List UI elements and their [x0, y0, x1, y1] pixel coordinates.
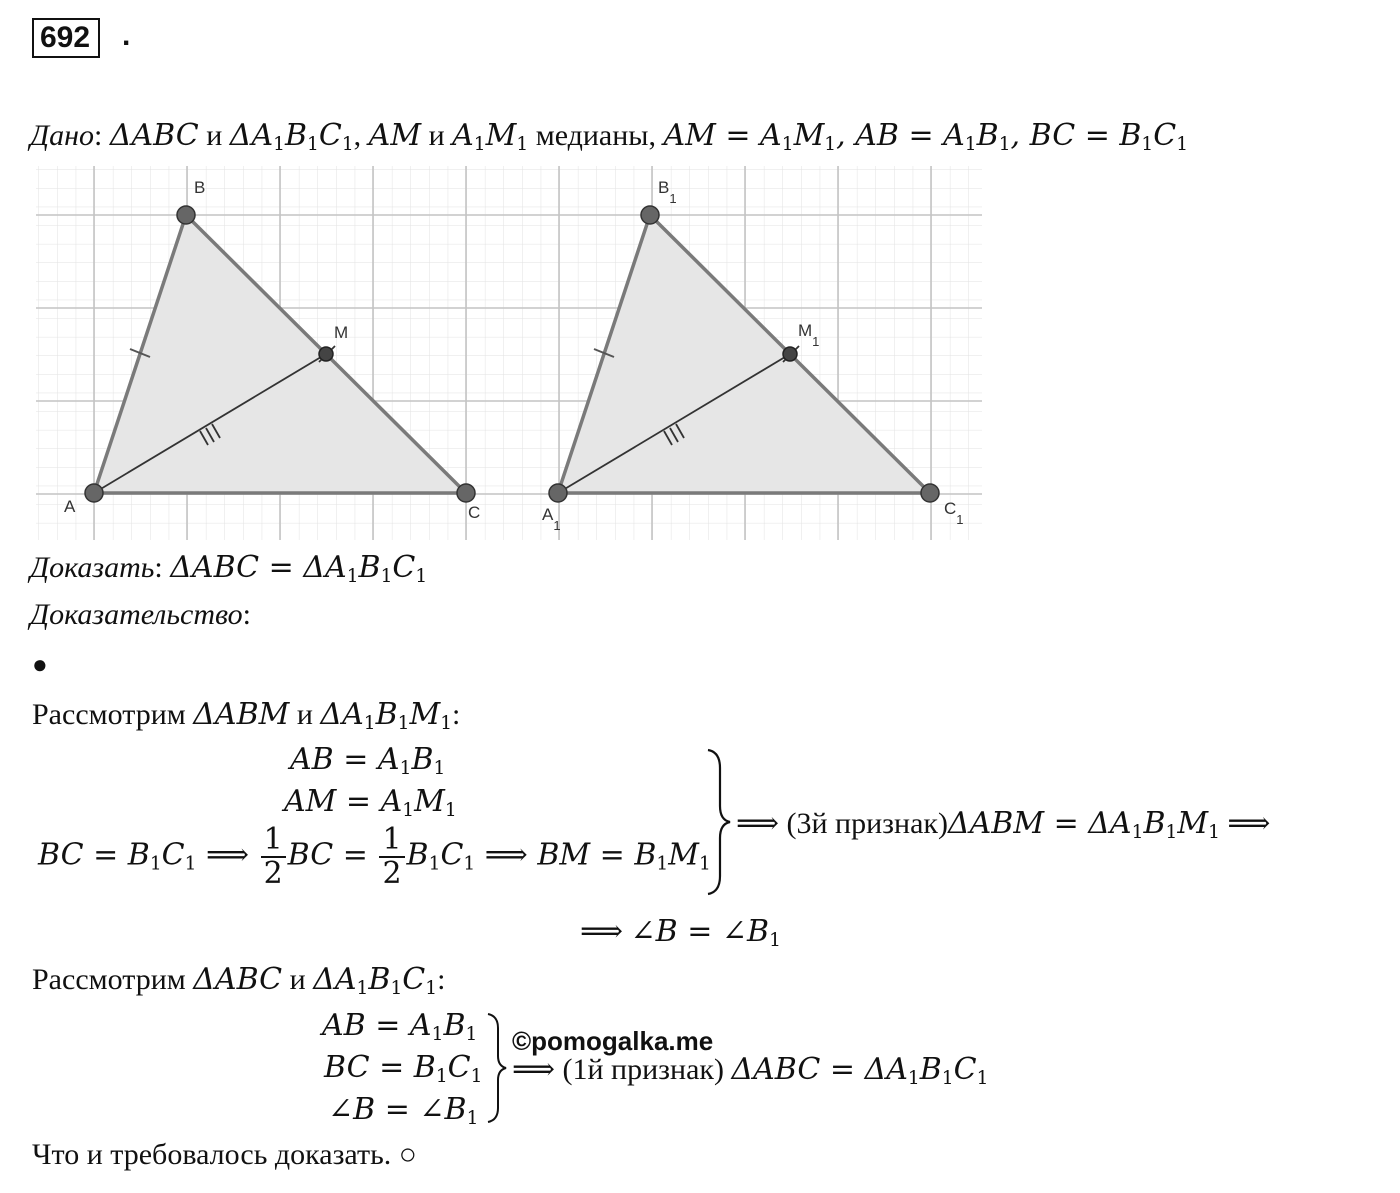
label-c1: $C_1$	[944, 499, 964, 527]
step2-row2: BC = $B_1C_1$	[324, 1050, 483, 1088]
problem-number-dot: .	[122, 19, 131, 52]
point-b1	[641, 206, 659, 224]
step1-heading: Рассмотрим ΔABM и $\Delta A_1B_1M_1$:	[32, 697, 461, 735]
step1-row2: AM = $A_1M_1$	[284, 784, 457, 822]
point-c	[457, 484, 475, 502]
given-label: Дано	[30, 119, 94, 152]
label-a1: $A_1$	[542, 505, 561, 533]
label-m1: $M_1$	[798, 321, 820, 349]
label-m: M	[334, 323, 349, 342]
bullet: ●	[32, 650, 48, 679]
label-b: B	[194, 178, 206, 197]
point-a1	[549, 484, 567, 502]
step2-heading: Рассмотрим ΔABC и $\Delta A_1B_1C_1$:	[32, 962, 446, 1000]
point-a	[85, 484, 103, 502]
problem-number: 692	[32, 18, 100, 58]
label-c: C	[468, 503, 481, 522]
step1-result: ⟹ (3й признак)ΔABM = $\Delta A_1B_1M_1$ ⟹	[736, 806, 1271, 844]
label-a: A	[64, 497, 76, 516]
prove-label: Доказать	[30, 551, 155, 584]
point-c1	[921, 484, 939, 502]
proof-heading: Доказательство:	[30, 598, 251, 631]
step2-row3: ∠B = $\angle B_1$	[328, 1092, 479, 1130]
step1-row3: BC = $B_1C_1$ ⟹ $\frac{1}{2}$ BC = $\frac{1}{2}$ $B_1C_1$ ⟹ BM = $B_1M_1$	[38, 822, 711, 891]
step1-conclusion: ⟹ ∠B = $\angle B_1$	[580, 914, 781, 952]
prove-line: Доказать: $\Delta ABC = \Delta A_1B_1C_1$	[30, 550, 428, 588]
watermark: ©pomogalka.me	[512, 1026, 714, 1056]
step1-row1: AB = $A_1B_1$	[290, 742, 446, 780]
step2-brace	[484, 1012, 510, 1124]
step2-result: ⟹ (1й признак) $\Delta ABC = \Delta A_1B_1C_1$	[512, 1052, 989, 1090]
label-b1: $B_1$	[658, 178, 677, 206]
point-m1	[783, 347, 797, 361]
step2-row1: AB = $A_1B_1$	[322, 1008, 478, 1046]
point-m	[319, 347, 333, 361]
step1-brace	[702, 748, 732, 896]
point-b	[177, 206, 195, 224]
given-line: Дано: ΔABC и $\Delta A_1B_1C_1$, AM и $A_1M_1$ медианы, AM = $A_1M_1$, AB = $A_1B_1$, BC = $B_1C_1$	[30, 118, 1189, 156]
triangles-figure	[36, 166, 982, 540]
closing-line: Что и требовалось доказать. ○	[32, 1138, 417, 1171]
